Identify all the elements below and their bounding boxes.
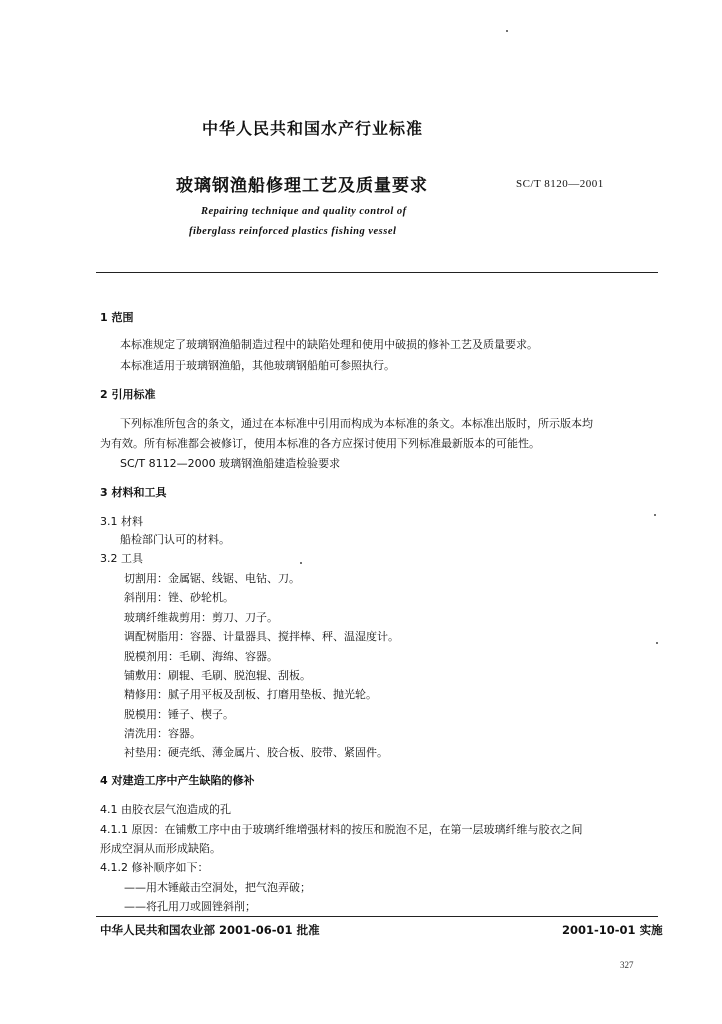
section-3-1-text: 船检部门认可的材料。 [120,533,230,546]
section-4-1-heading: 4.1 由胶衣层气泡造成的孔 [100,803,231,816]
tool-list-item: 清洗用：容器。 [124,727,201,740]
tool-list-item: 脱模剂用：毛刷、海绵、容器。 [124,650,278,663]
page-number: 327 [620,960,634,970]
section-4-heading: 4 对建造工序中产生缺陷的修补 [100,774,255,787]
section-4-1-2-heading: 4.1.2 修补顺序如下： [100,861,209,874]
section-4-1-1-line-2: 形成空洞从而形成缺陷。 [100,842,221,855]
tool-list-item: 脱模用：锤子、楔子。 [124,708,234,721]
standard-number: SC/T 8120—2001 [516,178,604,190]
tool-list-item: 切割用：金属锯、线锯、电钻、刀。 [124,572,300,585]
publisher-header: 中华人民共和国水产行业标准 [202,119,424,138]
document-title-en-line2: fiberglass reinforced plastics fishing vessel [189,226,397,237]
section-2-heading: 2 引用标准 [100,388,156,401]
approval-line: 中华人民共和国农业部 2001-06-01 批准 [100,923,320,937]
section-2-paragraph-line-1: 下列标准所包含的条文，通过在本标准中引用而构成为本标准的条文。本标准出版时，所示版本均 [120,417,593,430]
tool-list-item: 铺敷用：刷辊、毛刷、脱泡辊、刮板。 [124,669,311,682]
header-divider [96,272,658,273]
tool-list-item: 精修用：腻子用平板及刮板、打磨用垫板、抛光轮。 [124,688,377,701]
tool-list-item: 斜削用：锉、砂轮机。 [124,591,234,604]
document-title-cn: 玻璃钢渔船修理工艺及质量要求 [176,176,428,196]
tool-list-item: 玻璃纤维裁剪用：剪刀、刀子。 [124,611,278,624]
section-1-heading: 1 范围 [100,311,134,324]
repair-step: ——将孔用刀或圆锉斜削； [124,900,256,913]
scan-speck [506,30,508,32]
section-2-paragraph-line-2: 为有效。所有标准都会被修订，使用本标准的各方应探讨使用下列标准最新版本的可能性。 [100,437,540,450]
section-3-heading: 3 材料和工具 [100,486,167,499]
scan-speck [654,514,656,516]
repair-step: ——用木锤敲击空洞处，把气泡弄破； [124,881,311,894]
section-1-paragraph-1: 本标准规定了玻璃钢渔船制造过程中的缺陷处理和使用中破损的修补工艺及质量要求。 [120,338,538,351]
section-4-1-1-line-1: 4.1.1 原因：在铺敷工序中由于玻璃纤维增强材料的按压和脱泡不足，在第一层玻璃纤维与胶衣之间 [100,823,583,836]
tool-list-item: 调配树脂用：容器、计量器具、搅拌棒、秤、温湿度计。 [124,630,399,643]
tool-list-item: 衬垫用：硬壳纸、薄金属片、胶合板、胶带、紧固件。 [124,746,388,759]
footer-divider [96,916,658,917]
referenced-standard: SC/T 8112—2000 玻璃钢渔船建造检验要求 [120,457,341,470]
section-1-paragraph-2: 本标准适用于玻璃钢渔船，其他玻璃钢船舶可参照执行。 [120,359,395,372]
scan-speck [300,562,302,564]
document-title-en-line1: Repairing technique and quality control of [201,206,407,217]
section-3-1-heading: 3.1 材料 [100,515,143,528]
section-3-2-heading: 3.2 工具 [100,552,143,565]
effective-date: 2001-10-01 实施 [562,923,663,937]
scan-speck [656,642,658,644]
